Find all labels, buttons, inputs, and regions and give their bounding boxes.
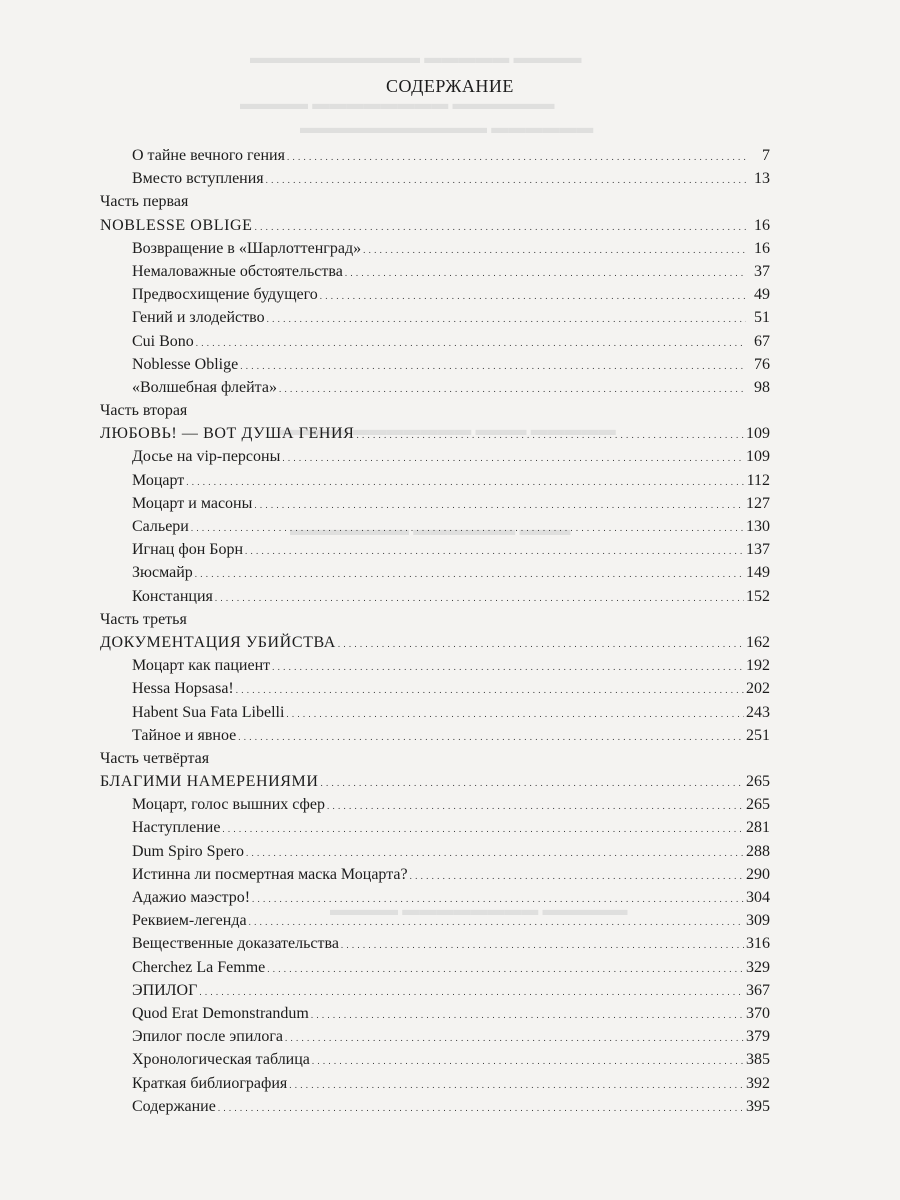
- toc-chapter-entry: [100, 1025, 770, 1048]
- dot-leader: [245, 538, 744, 563]
- dot-leader: [191, 515, 744, 540]
- toc-page-number: 51: [754, 309, 770, 327]
- toc-chapter-entry: [100, 353, 770, 376]
- toc-entry-title: Досье на vip-персоны: [132, 448, 281, 466]
- toc-chapter-entry: [100, 469, 770, 492]
- toc-entry-title: О тайне вечного гения: [132, 147, 285, 164]
- dot-leader: [249, 909, 744, 934]
- dot-leader: [222, 816, 744, 841]
- toc-chapter-entry: [100, 1072, 770, 1095]
- toc-entry-title: Реквием-легенда: [132, 912, 247, 930]
- toc-section-entry: [100, 214, 770, 237]
- dot-leader: [312, 1048, 744, 1073]
- toc-entry-line: [132, 283, 770, 308]
- dot-leader: [341, 932, 744, 957]
- toc-entry-line: [132, 469, 770, 494]
- toc-chapter-entry: [100, 909, 770, 932]
- toc-entry-title: Habent Sua Fata Libelli: [132, 703, 285, 721]
- dot-leader: [272, 654, 744, 679]
- toc-entry-title: ДОКУМЕНТАЦИЯ УБИЙСТВА: [100, 633, 336, 651]
- toc-chapter-entry: [100, 1095, 770, 1118]
- toc-entry-line: [100, 770, 770, 795]
- toc-chapter-entry: [100, 956, 770, 979]
- toc-chapter-entry: [100, 701, 770, 724]
- toc-entry-title: «Волшебная флейта»: [132, 378, 277, 396]
- dot-leader: [338, 631, 744, 656]
- toc-chapter-entry: [100, 724, 770, 747]
- toc-entry-line: [132, 445, 770, 470]
- toc-entry-title: Истинна ли посмертная маска Моцарта?: [132, 865, 408, 883]
- toc-entry-line: [132, 306, 770, 331]
- toc-entry-title: Краткая библиография: [132, 1074, 288, 1092]
- dot-leader: [195, 561, 744, 586]
- toc-entry-line: [132, 863, 770, 888]
- toc-entry-line: [132, 816, 770, 841]
- toc-entry-line: [132, 376, 770, 401]
- toc-page-number: 16: [754, 216, 770, 234]
- dot-leader: [410, 863, 744, 888]
- bleed-text-line: ▬▬▬▬▬▬ ▬▬▬▬▬▬▬▬▬▬▬: [300, 118, 594, 137]
- dot-leader: [345, 260, 746, 285]
- dot-leader: [252, 886, 744, 911]
- toc-page-number: 243: [746, 703, 770, 721]
- toc-entry-title: Гений и злодейство: [132, 309, 265, 327]
- dot-leader: [215, 585, 744, 610]
- toc-entry-line: [132, 330, 770, 355]
- toc-page-number: 127: [746, 494, 770, 512]
- toc-entry-title: Наступление: [132, 819, 221, 837]
- bleed-text-line: ▬▬▬▬ ▬▬▬▬▬ ▬▬▬▬▬▬▬▬▬▬: [250, 48, 582, 67]
- toc-entry-line: [132, 585, 770, 610]
- dot-leader: [363, 237, 746, 262]
- dot-leader: [286, 701, 744, 726]
- dot-leader: [327, 793, 744, 818]
- toc-entry-line: [132, 793, 770, 818]
- toc-entry-line: [132, 260, 770, 285]
- toc-page-number: 202: [746, 680, 770, 698]
- toc-entry-title: Тайное и явное: [132, 726, 237, 744]
- toc-page-number: 67: [754, 332, 770, 350]
- toc-entry-title: Моцарт: [132, 471, 185, 489]
- dot-leader: [356, 422, 744, 447]
- toc-page-number: 288: [746, 842, 770, 860]
- bleed-text-line: ▬▬▬▬▬▬ ▬▬▬▬▬▬▬▬ ▬▬▬▬: [240, 94, 555, 113]
- toc-page-number: 304: [746, 889, 770, 906]
- toc-page-number: 112: [746, 471, 770, 489]
- toc-chapter-entry: [100, 816, 770, 839]
- toc-page-number: 385: [746, 1051, 770, 1069]
- toc-entry-line: [132, 167, 770, 192]
- dot-leader: [254, 492, 744, 517]
- toc-entry-title: Quod Erat Demonstrandum: [132, 1004, 309, 1022]
- toc-chapter-entry: [100, 237, 770, 260]
- toc-entry-line: [132, 1072, 770, 1097]
- toc-part-heading: Часть четвёртая: [100, 749, 210, 767]
- toc-entry-title: Моцарт, голос вышних сфер: [132, 796, 326, 814]
- toc-entry-line: [132, 701, 770, 726]
- toc-part-heading: Часть третья: [100, 610, 187, 628]
- toc-entry-line: [132, 1002, 770, 1027]
- toc-entry-title: Hessa Hopsasa!: [132, 680, 234, 698]
- dot-leader: [320, 283, 746, 308]
- toc-chapter-entry: [100, 840, 770, 863]
- toc-page-number: 149: [746, 564, 770, 582]
- toc-chapter-entry: [100, 376, 770, 399]
- toc-page-number: 265: [746, 773, 770, 791]
- toc-entry-line: [132, 144, 770, 169]
- toc-part-heading: Часть вторая: [100, 402, 188, 420]
- toc-entry-line: [100, 422, 770, 447]
- dot-leader: [236, 677, 744, 702]
- toc-part-heading: Часть первая: [100, 193, 189, 211]
- dot-leader: [266, 167, 746, 192]
- table-of-contents: [100, 144, 770, 1118]
- toc-chapter-entry: [100, 654, 770, 677]
- toc-entry-line: [100, 631, 770, 656]
- toc-page-number: 130: [746, 518, 770, 535]
- toc-page-number: 251: [746, 726, 770, 744]
- toc-page-number: 309: [746, 912, 770, 930]
- toc-entry-title: Хронологическая таблица: [132, 1051, 310, 1069]
- dot-leader: [240, 353, 746, 378]
- dot-leader: [285, 1025, 744, 1050]
- toc-entry-line: [132, 654, 770, 679]
- toc-chapter-entry: [100, 445, 770, 468]
- toc-entry-line: [100, 214, 770, 239]
- toc-entry-line: [132, 538, 770, 563]
- toc-entry-title: Моцарт и масоны: [132, 494, 253, 512]
- toc-chapter-entry: [100, 306, 770, 329]
- bleed-text-line: ▬▬▬▬▬ ▬▬▬ ▬▬▬▬▬▬▬ ▬▬▬▬: [280, 420, 616, 439]
- toc-chapter-entry: [100, 515, 770, 538]
- toc-entry-title: Эпилог после эпилога: [132, 1028, 284, 1046]
- toc-chapter-entry: [100, 330, 770, 353]
- dot-leader: [279, 376, 746, 401]
- toc-page-number: 137: [746, 541, 770, 559]
- toc-page-number: 109: [746, 425, 770, 443]
- bleed-text-line: ▬▬▬▬▬ ▬▬▬▬▬▬▬▬ ▬▬▬▬: [330, 900, 628, 919]
- toc-entry-line: [132, 677, 770, 702]
- toc-entry-line: [132, 1048, 770, 1073]
- toc-chapter-entry: [100, 1002, 770, 1025]
- toc-chapter-entry: [100, 144, 770, 167]
- toc-page-number: 37: [754, 262, 770, 280]
- dot-leader: [267, 306, 746, 331]
- toc-page-number: 395: [746, 1097, 770, 1115]
- dot-leader: [321, 770, 744, 795]
- dot-leader: [311, 1002, 744, 1027]
- toc-entry-title: Cherchez La Femme: [132, 958, 266, 976]
- toc-page-number: 265: [746, 796, 770, 814]
- toc-entry-title: ЛЮБОВЬ! — ВОТ ДУША ГЕНИЯ: [100, 425, 355, 443]
- toc-chapter-entry: [100, 492, 770, 515]
- dot-leader: [196, 330, 746, 355]
- dot-leader: [186, 469, 744, 494]
- toc-entry-line: [132, 237, 770, 262]
- toc-page-number: 49: [754, 286, 770, 304]
- dot-leader: [289, 1072, 744, 1097]
- page-title: СОДЕРЖАНИЕ: [386, 76, 514, 96]
- toc-entry-title: Моцарт как пациент: [132, 657, 271, 675]
- toc-entry-title: Предвосхищение будущего: [132, 286, 318, 304]
- dot-leader: [255, 214, 746, 239]
- toc-page-number: 162: [746, 633, 770, 651]
- toc-entry-line: [132, 1025, 770, 1050]
- toc-page-number: 76: [754, 355, 770, 373]
- toc-page-number: 7: [762, 147, 770, 164]
- toc-entry-line: [132, 1095, 770, 1120]
- toc-entry-title: NOBLESSE OBLIGE: [100, 216, 253, 234]
- toc-entry-title: Вместо вступления: [132, 170, 264, 188]
- toc-entry-line: [132, 956, 770, 981]
- dot-leader: [218, 1095, 744, 1120]
- toc-page-number: 16: [754, 239, 770, 257]
- dot-leader: [287, 144, 746, 169]
- toc-entry-line: [132, 979, 770, 1004]
- toc-entry-line: [132, 492, 770, 517]
- toc-chapter-entry: [100, 561, 770, 584]
- toc-entry-title: Адажио маэстро!: [132, 889, 251, 906]
- toc-entry-title: Cui Bono: [132, 332, 194, 350]
- toc-entry-title: Возвращение в «Шарлоттенград»: [132, 239, 362, 257]
- toc-entry-line: [132, 515, 770, 540]
- toc-entry-title: Сальери: [132, 518, 189, 535]
- toc-section-entry: [100, 422, 770, 445]
- toc-page-number: 379: [746, 1028, 770, 1046]
- toc-entry-line: [132, 353, 770, 378]
- toc-entry-title: Вещественные доказательства: [132, 935, 339, 953]
- toc-section-entry: [100, 770, 770, 793]
- toc-entry-line: [132, 932, 770, 957]
- toc-page-number: 152: [746, 587, 770, 605]
- toc-entry-title: Констанция: [132, 587, 213, 605]
- toc-entry-line: [132, 561, 770, 586]
- toc-chapter-entry: [100, 538, 770, 561]
- toc-page-number: 281: [746, 819, 770, 837]
- toc-page-number: 329: [746, 958, 770, 976]
- toc-entry-title: Зюсмайр: [132, 564, 193, 582]
- toc-chapter-entry: [100, 863, 770, 886]
- toc-entry-title: Игнац фон Борн: [132, 541, 244, 559]
- toc-section-entry: [100, 631, 770, 654]
- toc-entry-title: Немаловажные обстоятельства: [132, 262, 343, 280]
- dot-leader: [199, 979, 744, 1004]
- toc-entry-title: Dum Spiro Spero: [132, 842, 244, 860]
- toc-page-number: 13: [754, 170, 770, 188]
- toc-entry-title: Noblesse Oblige: [132, 355, 239, 373]
- dot-leader: [267, 956, 744, 981]
- toc-chapter-entry: [100, 932, 770, 955]
- toc-chapter-entry: [100, 167, 770, 190]
- toc-chapter-entry: [100, 979, 770, 1002]
- toc-entry-line: [132, 724, 770, 749]
- toc-chapter-entry: [100, 585, 770, 608]
- toc-page-number: 109: [746, 448, 770, 466]
- dot-leader: [238, 724, 744, 749]
- toc-chapter-entry: [100, 283, 770, 306]
- toc-chapter-entry: [100, 260, 770, 283]
- toc-chapter-entry: [100, 886, 770, 909]
- toc-page-number: 98: [754, 378, 770, 396]
- toc-page-number: 290: [746, 865, 770, 883]
- toc-page-number: 367: [746, 981, 770, 999]
- toc-entry-title: БЛАГИМИ НАМЕРЕНИЯМИ: [100, 773, 319, 791]
- toc-entry-line: [132, 886, 770, 911]
- toc-entry-title: Содержание: [132, 1097, 216, 1115]
- dot-leader: [246, 840, 744, 865]
- toc-chapter-entry: [100, 1048, 770, 1071]
- toc-chapter-entry: [100, 793, 770, 816]
- toc-page-number: 316: [746, 935, 770, 953]
- bleed-text-line: ▬▬▬ ▬▬▬▬▬▬ ▬▬▬▬▬▬▬: [290, 520, 571, 539]
- toc-page-number: 370: [746, 1004, 770, 1022]
- toc-page-number: 192: [746, 657, 770, 675]
- dot-leader: [282, 445, 744, 470]
- toc-entry-line: [132, 909, 770, 934]
- toc-entry-line: [132, 840, 770, 865]
- toc-chapter-entry: [100, 677, 770, 700]
- toc-page-number: 392: [746, 1074, 770, 1092]
- toc-entry-title: ЭПИЛОГ: [132, 981, 198, 999]
